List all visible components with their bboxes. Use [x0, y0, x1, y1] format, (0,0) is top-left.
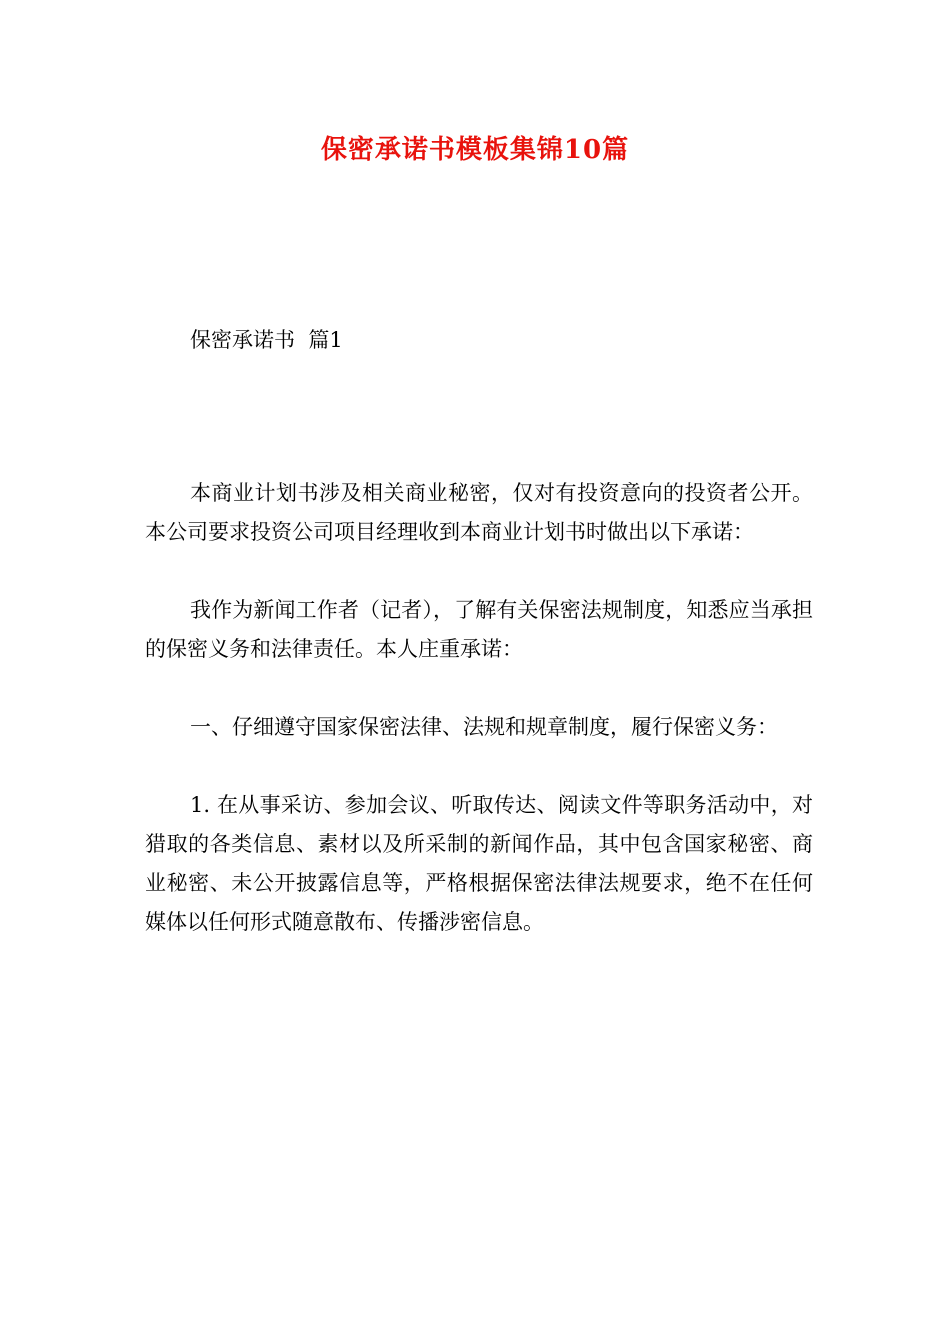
paragraph-clause-1: 一、仔细遵守国家保密法律、法规和规章制度，履行保密义务： — [190, 715, 778, 739]
document-title: 保密承诺书模板集锦10篇 — [320, 135, 630, 165]
paragraph-pledge: 我作为新闻工作者（记者），了解有关保密法规制度，知悉应当承担的保密义务和法律责任。本人庄重承诺： — [145, 598, 813, 661]
paragraph-intro: 本商业计划书涉及相关商业秘密，仅对有投资意向的投资者公开。本公司要求投资公司项目经理收到本商业计划书时做出以下承诺： — [145, 481, 813, 544]
section-heading: 保密承诺书 篇1 — [190, 328, 343, 352]
paragraph-clause-1-1: 1. 在从事采访、参加会议、听取传达、阅读文件等职务活动中，对猎取的各类信息、素材以及所采制的新闻作品，其中包含国家秘密、商业秘密、未公开披露信息等，严格根据保密法律法规要求，绝不在任何媒体以任何形式随意散布、传播涉密信息。 — [145, 793, 813, 934]
document-body — [145, 474, 813, 981]
